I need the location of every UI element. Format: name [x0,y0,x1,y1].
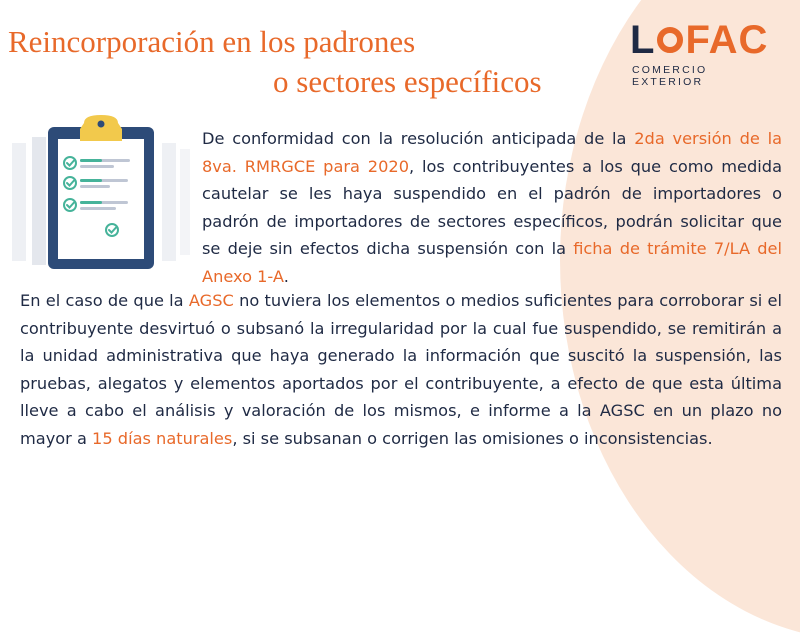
p2-text-2: no tuviera los elementos o medios suficientes para corroborar si el contribuyente desvirtuó o subsanó la irregularidad por la cual fue suspendido, se remitirán a la unidad administrativa que haya generado la información que suscitó la suspensión, las pruebas, alegatos y elementos aportados por el contribuyente, a efecto de que esta última lleve a cabo el análisis y valoración de los mismos, e informe a la AGSC en un plazo no mayor a [20,291,782,448]
page-title [8,22,542,102]
p1-highlight-ficha: ficha de trámite 7/LA del Anexo 1-A [202,239,782,286]
title-line-2: o sectores específicos [273,64,542,99]
paragraph-1 [202,125,782,290]
p1-text-3: . [283,266,289,286]
p1-text-1: De conformidad con la resolución anticipada de la [202,129,635,148]
logo-o-mark [657,27,683,53]
clipboard-checklist-icon [12,115,192,275]
logo-letter-l: L [630,18,656,62]
p1-highlight-rmrgce: 2da versión de la 8va. RMRGCE para 2020 [202,129,783,176]
p2-text-1: En el caso de que la [20,291,189,310]
logo-wordmark [630,18,780,62]
paragraph-2 [20,287,782,452]
p2-highlight-plazo: 15 días naturales [92,428,233,448]
p2-text-3: , si se subsanan o corrigen las omisiones o inconsistencias. [232,428,713,448]
title-line-1: Reincorporación en los padrones [8,24,416,59]
lofac-logo [630,18,780,88]
p1-text-2: , los contribuyentes a los que como medida cautelar se les haya suspendido en el padrón de importadores o padrón de importadores de sectores específicos, podrán solicitar que se deje sin efectos dicha suspensión con la [202,156,782,258]
logo-letters-fac: FAC [685,18,769,62]
logo-subtitle: COMERCIO EXTERIOR [632,64,708,88]
p2-highlight-agsc: AGSC [188,291,234,310]
